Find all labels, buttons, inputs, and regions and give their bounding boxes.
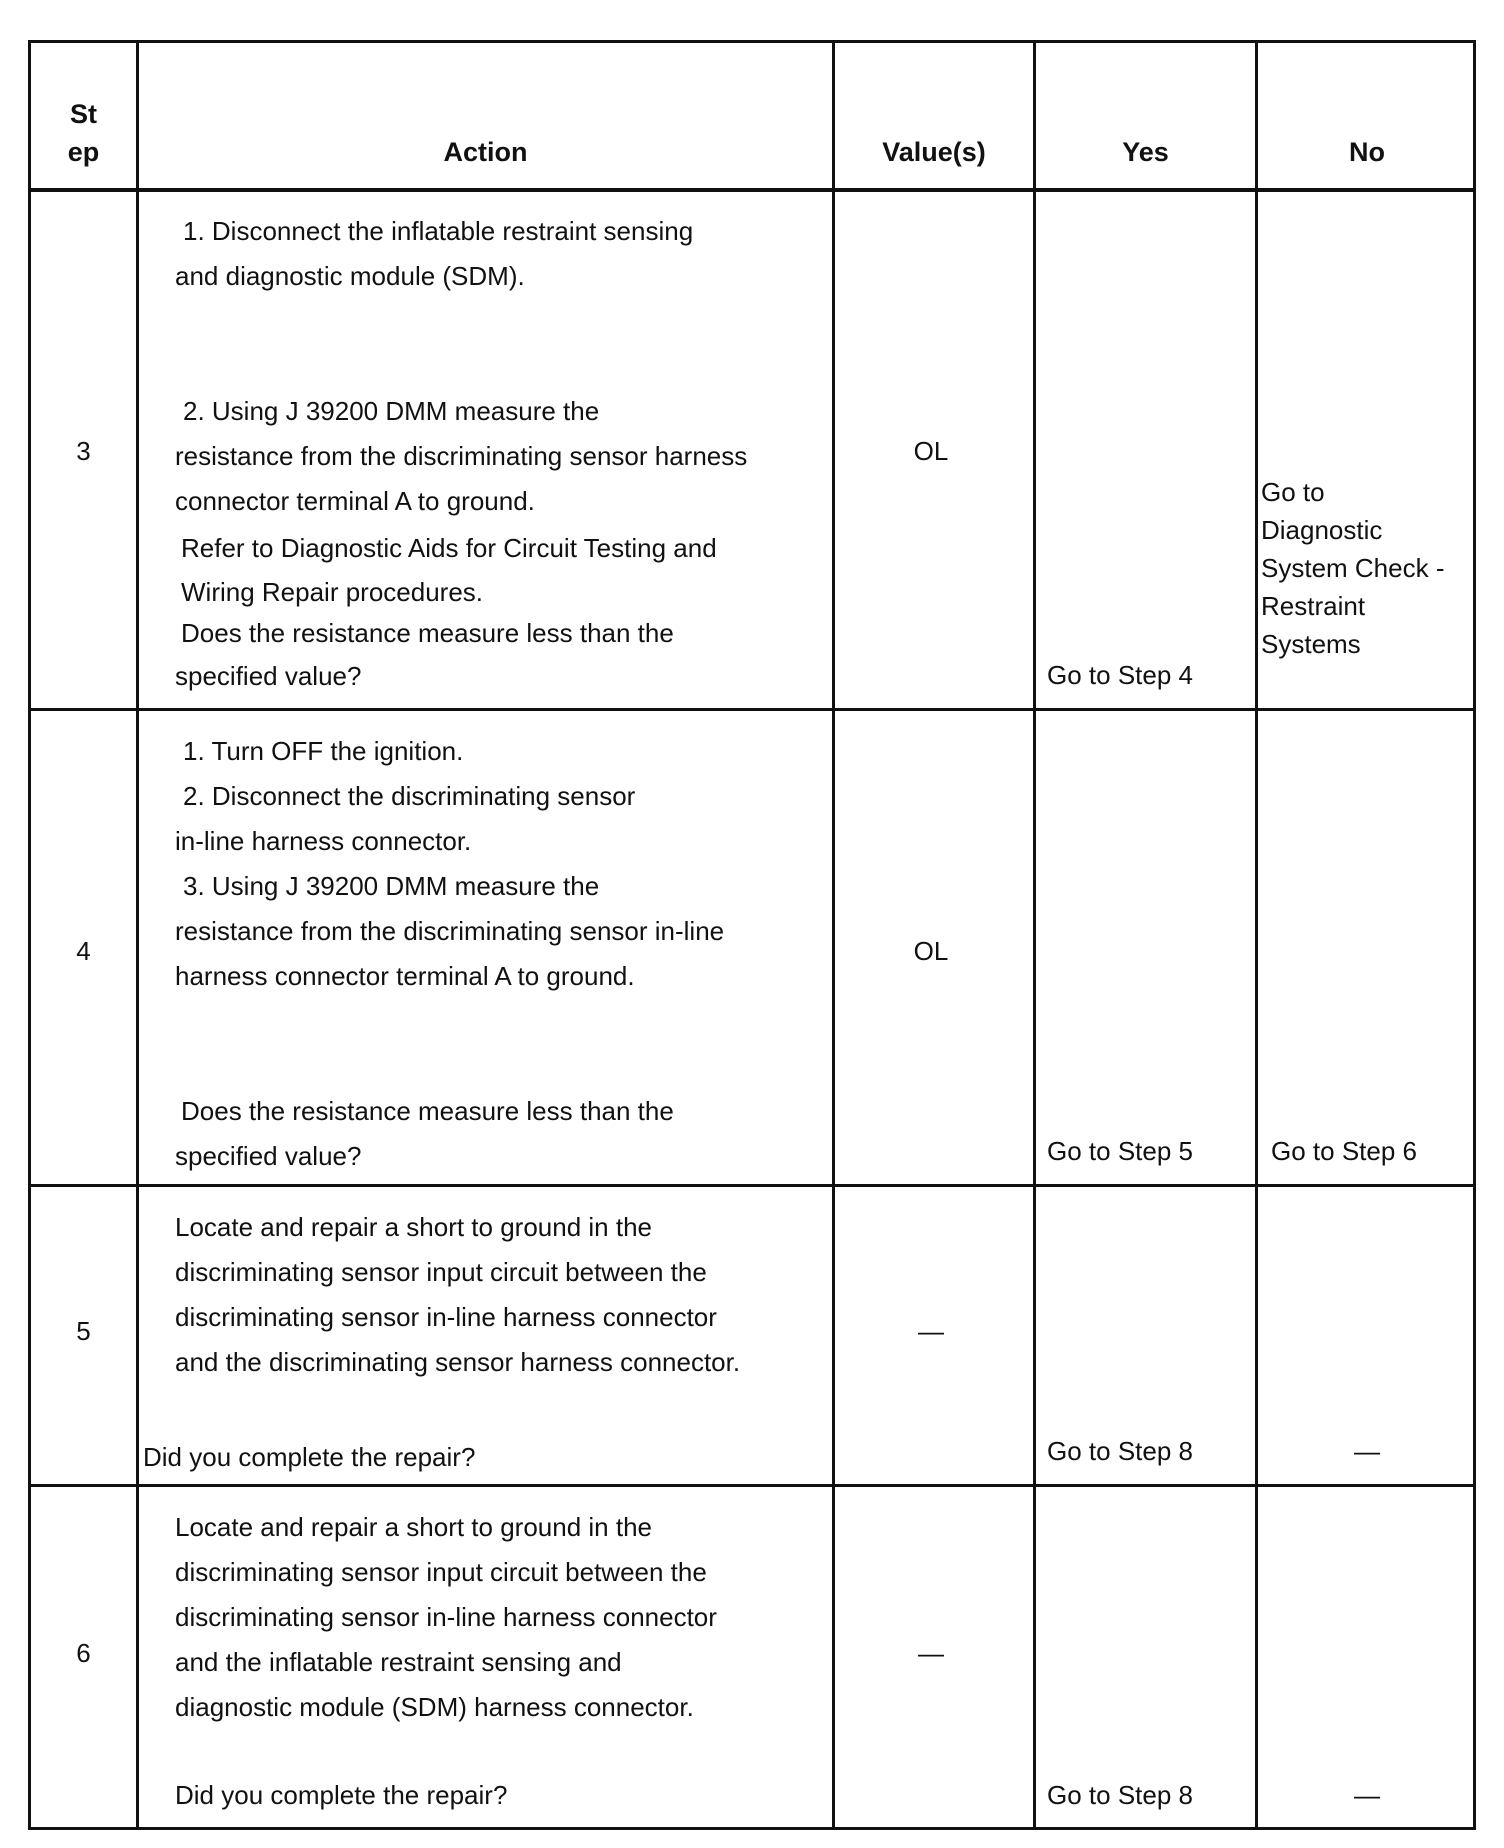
yes-text: Go to Step 5 [1047, 1136, 1193, 1166]
row-divider [31, 708, 1473, 711]
action-line: Wiring Repair procedures. [181, 577, 484, 607]
column-divider [1033, 43, 1036, 1827]
action-line: 1. Turn OFF the ignition. [183, 736, 464, 766]
no-text: Go to Step 6 [1271, 1136, 1417, 1166]
action-line: in-line harness connector. [175, 826, 472, 856]
action-line: resistance from the discriminating sensor harness [175, 441, 748, 471]
step-number: 6 [76, 1638, 91, 1668]
action-line: and the discriminating sensor harness connector. [175, 1347, 741, 1377]
action-text [175, 389, 835, 699]
action-line: specified value? [175, 1141, 362, 1171]
action-line: discriminating sensor in-line harness connector [175, 1602, 717, 1632]
column-divider [1255, 43, 1258, 1827]
action-line: Locate and repair a short to ground in the [175, 1212, 652, 1242]
yes-text: Go to Step 4 [1047, 660, 1193, 690]
yes-text: Go to Step 8 [1047, 1436, 1193, 1466]
action-question: Did you complete the repair? [175, 1780, 508, 1810]
action-line: connector terminal A to ground. [175, 486, 535, 516]
row-divider [31, 188, 1473, 192]
header-step-line1: St [70, 99, 97, 129]
step-number: 4 [76, 936, 91, 966]
yes-text: Go to Step 8 [1047, 1780, 1193, 1810]
row-divider [31, 1184, 1473, 1187]
no-text: — [1354, 1780, 1380, 1810]
action-line: 2. Disconnect the discriminating sensor [183, 781, 636, 811]
row-divider [31, 1484, 1473, 1487]
value-text: OL [913, 436, 949, 466]
action-question: Did you complete the repair? [143, 1442, 476, 1472]
action-line: Refer to Diagnostic Aids for Circuit Testing and [181, 533, 717, 563]
no-line: Diagnostic [1261, 515, 1383, 545]
header-no: No [1349, 137, 1385, 167]
action-line: 3. Using J 39200 DMM measure the [183, 871, 600, 901]
value-text: — [918, 1316, 944, 1346]
action-line: diagnostic module (SDM) harness connector. [175, 1692, 694, 1722]
action-text [175, 209, 835, 299]
no-line: Go to [1261, 477, 1325, 507]
step-number: 3 [76, 436, 91, 466]
no-text [1261, 473, 1476, 663]
no-line: Systems [1261, 629, 1361, 659]
header-values: Value(s) [882, 137, 986, 167]
value-text: OL [913, 936, 949, 966]
header-action: Action [443, 137, 528, 167]
action-line: discriminating sensor input circuit between the [175, 1557, 707, 1587]
action-line: and the inflatable restraint sensing and [175, 1647, 622, 1677]
action-text [175, 1205, 835, 1385]
action-line: Locate and repair a short to ground in the [175, 1512, 652, 1542]
action-text [175, 729, 835, 999]
no-line: Restraint [1261, 591, 1366, 621]
header-yes: Yes [1122, 137, 1169, 167]
step-number: 5 [76, 1316, 91, 1346]
diagnostic-table [28, 40, 1476, 1830]
action-text [175, 1089, 835, 1179]
action-line: specified value? [175, 661, 362, 691]
action-line: discriminating sensor in-line harness connector [175, 1302, 717, 1332]
action-line: Does the resistance measure less than the [181, 618, 674, 648]
action-line: harness connector terminal A to ground. [175, 961, 635, 991]
action-line: 1. Disconnect the inflatable restraint sensing [183, 216, 694, 246]
action-line: and diagnostic module (SDM). [175, 261, 525, 291]
action-line: discriminating sensor input circuit between the [175, 1257, 707, 1287]
no-text: — [1354, 1436, 1380, 1466]
action-line: 2. Using J 39200 DMM measure the [183, 396, 600, 426]
value-text: — [918, 1638, 944, 1668]
no-line: System Check - [1261, 553, 1445, 583]
action-text [175, 1505, 835, 1730]
action-line: resistance from the discriminating sensor in-line [175, 916, 725, 946]
column-divider [136, 43, 139, 1827]
header-step-line2: ep [67, 137, 100, 167]
action-line: Does the resistance measure less than the [181, 1096, 674, 1126]
header-step [31, 95, 136, 171]
